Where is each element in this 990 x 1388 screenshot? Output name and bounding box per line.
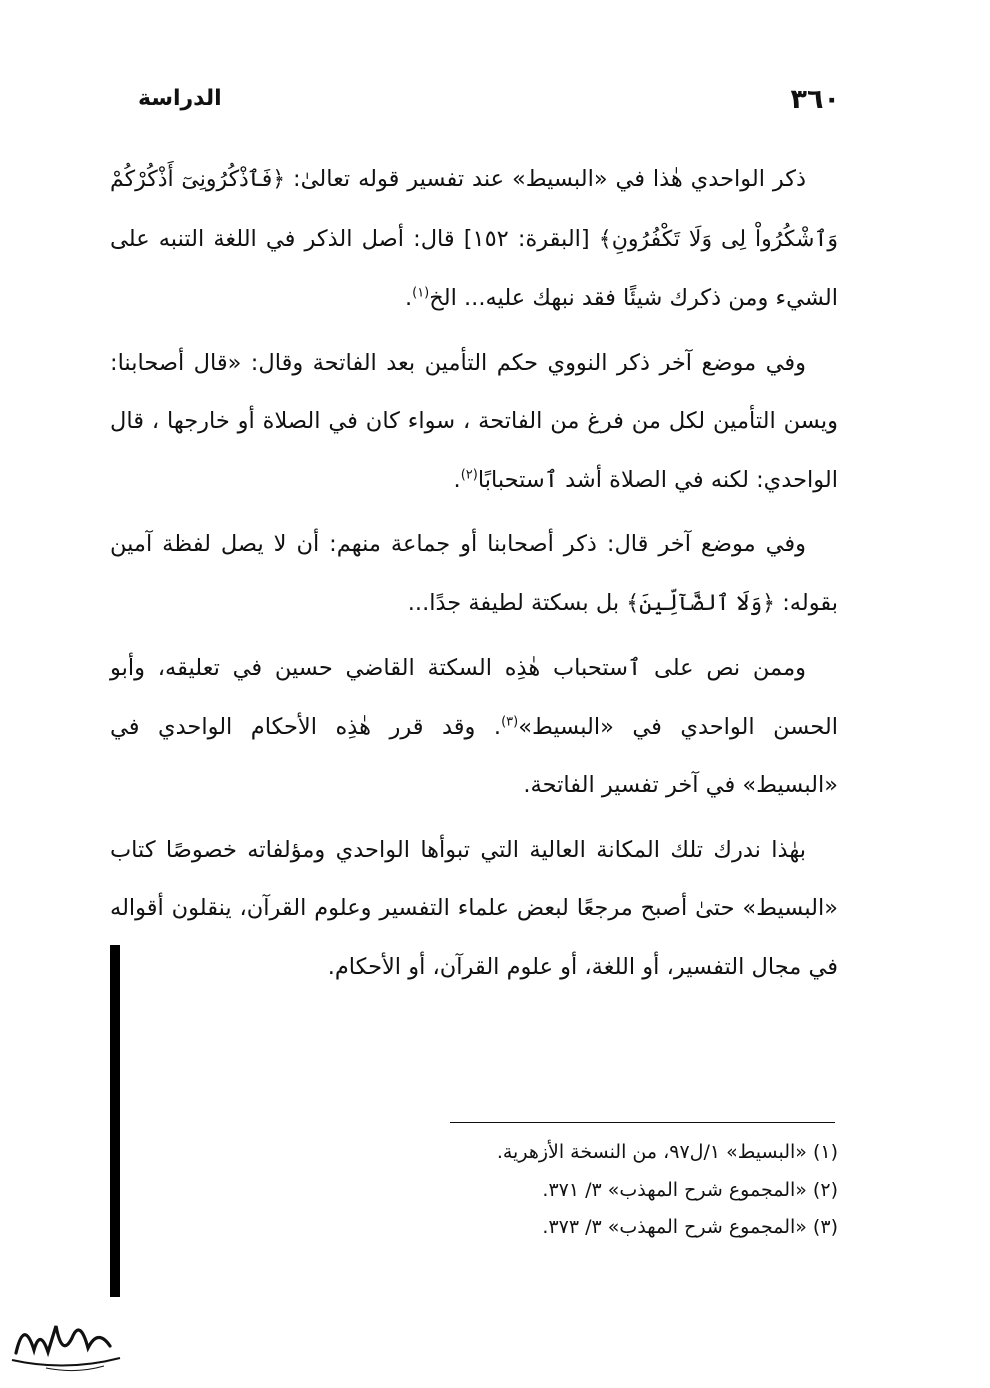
paragraph-text: [البقرة: ١٥٢] قال: أصل الذكر في اللغة التنبه على الشيء ومن ذكرك شيئًا فقد نبهك عليه... الخ	[110, 225, 838, 311]
logo-underline	[46, 1366, 104, 1371]
paragraph-text: ذكر الواحدي هٰذا في «البسيط» عند تفسير قوله تعالىٰ:	[285, 166, 806, 192]
logo-swash	[12, 1358, 120, 1366]
footnote-1: (١) «البسيط» ١/ل٩٧، من النسخة الأزهرية.	[496, 1141, 838, 1163]
paragraph-text: بهٰذا ندرك تلك المكانة العالية التي تبوأها الواحدي ومؤلفاته خصوصًا كتاب «البسيط» حتىٰ أصبح مرجعًا لبعض علماء التفسير وعلوم القرآن، ينقلون أقواله في مجال التفسير، أو اللغة، أو علوم القرآن، أو الأحكام.	[110, 836, 838, 980]
paragraph-text: وفي موضع آخر ذكر النووي حكم التأمين بعد الفاتحة وقال: «قال أصحابنا: ويسن التأمين لكل من فرغ من الفاتحة ، سواء كان في الصلاة أو خارجها ، قال الواحدي: لكنه في الصلاة أشد ٱستحبابًا	[110, 349, 838, 493]
paragraph-2	[110, 334, 838, 510]
footnote-3: (٣) «المجموع شرح المهذب» ٣/ ٣٧٣.	[542, 1216, 838, 1238]
page-number: ٣٦٠	[790, 84, 840, 115]
logo-calligraphy	[16, 1326, 110, 1353]
footnote-2: (٢) «المجموع شرح المهذب» ٣/ ٣٧١.	[542, 1178, 838, 1201]
paragraph-text: بل بسكتة لطيفة جدًا...	[407, 589, 627, 616]
paragraph-5	[110, 821, 838, 997]
paragraph-3	[110, 515, 838, 633]
paragraph-text: . وقد قرر هٰذِه الأحكام الواحدي في «البسيط» في آخر تفسير الفاتحة.	[110, 713, 838, 798]
quran-verse: ﴿فَٱذْكُرُونِىٓ أَذْكُرْكُمْ وَٱشْكُرُواْ لِى وَلَا تَكْفُرُونِ﴾	[110, 167, 838, 252]
footnote-ref: (١)	[412, 285, 430, 301]
footnotes	[400, 1134, 838, 1247]
paragraph-4	[110, 639, 838, 815]
footnote-ref: (٢)	[460, 467, 478, 482]
footnote-ref: (٣)	[501, 714, 519, 729]
paragraph-text: .	[404, 285, 413, 311]
running-title: الدراسة	[138, 86, 222, 111]
paragraph-1	[110, 150, 838, 328]
quran-verse: ﴿وَلَا ٱلضَّآلِّينَ﴾	[626, 590, 776, 616]
body-text	[110, 150, 838, 1002]
paragraph-text: .	[453, 466, 461, 493]
paragraph-text: وممن نص على ٱستحباب هٰذِه السكتة القاضي حسين في تعليقه، وأبو الحسن الواحدي في «البسيط»	[110, 655, 838, 740]
scan-margin-bar	[110, 945, 120, 1297]
publisher-logo	[6, 1298, 126, 1378]
footnote-divider	[450, 1122, 835, 1123]
paragraph-text: وفي موضع آخر قال: ذكر أصحابنا أو جماعة منهم: أن لا يصل لفظة آمين بقوله:	[110, 531, 838, 616]
page-header	[120, 84, 840, 124]
